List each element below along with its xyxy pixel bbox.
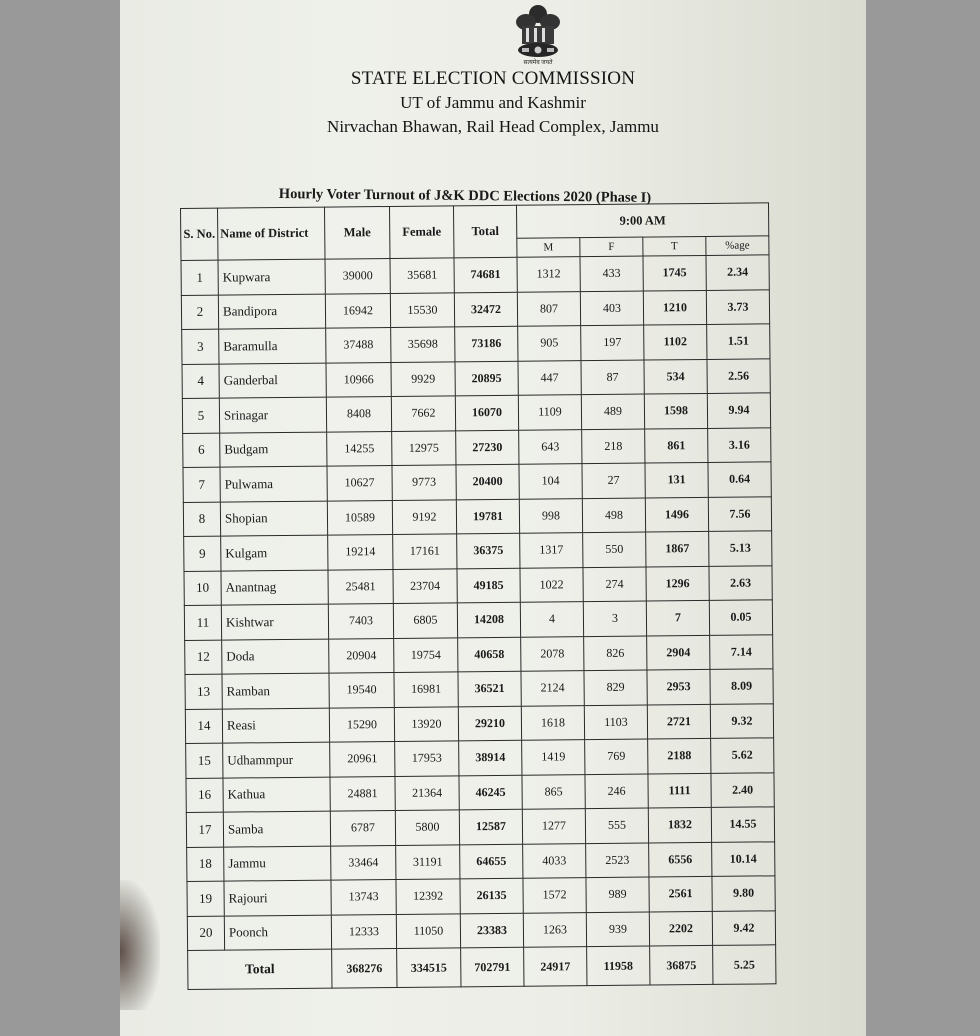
cell-female: 23704 (393, 568, 457, 603)
cell-total: 20895 (455, 361, 518, 396)
header-f: F (580, 237, 643, 257)
cell-m: 2124 (521, 671, 584, 706)
cell-total: 36521 (458, 671, 521, 706)
cell-male: 15290 (329, 707, 394, 742)
cell-t: 2721 (647, 704, 710, 739)
cell-female: 19754 (394, 637, 458, 672)
header-female (389, 206, 453, 259)
cell-m: 905 (518, 326, 581, 361)
cell-male: 12333 (331, 914, 396, 949)
cell-total: 16070 (455, 395, 518, 430)
header-time (516, 203, 768, 238)
cell-male: 16942 (325, 293, 390, 328)
cell-district: Reasi (222, 708, 329, 744)
header-time-label: 9:00 AM (619, 212, 666, 228)
cell-male: 7403 (328, 603, 393, 638)
cell-male: 13743 (331, 879, 396, 914)
cell-male: 6787 (330, 810, 395, 845)
table-total-row (188, 945, 776, 990)
table-row (185, 669, 773, 709)
organization-title: STATE ELECTION COMMISSION (350, 68, 636, 89)
table-body (181, 255, 776, 990)
cell-district: Baramulla (219, 328, 326, 364)
cell-female: 12975 (392, 430, 456, 465)
cell-district: Poonch (224, 915, 331, 951)
cell-f: 2523 (586, 843, 649, 878)
cell-male: 19214 (328, 534, 393, 569)
cell-female: 7662 (391, 396, 455, 431)
cell-pct: 2.56 (707, 358, 770, 393)
cell-male: 19540 (329, 672, 394, 707)
cell-male: 14255 (327, 431, 392, 466)
cell-f: 87 (581, 360, 644, 395)
cell-f: 555 (585, 808, 648, 843)
table-row (181, 289, 769, 329)
cell-m: 865 (522, 774, 585, 809)
cell-pct: 5.62 (711, 738, 774, 773)
cell-district: Kathua (223, 777, 330, 813)
cell-pct: 7.56 (708, 496, 771, 531)
cell-female: 11050 (396, 913, 460, 948)
cell-sno: 9 (184, 536, 221, 571)
header-district-label: Name of District (220, 225, 309, 241)
header-t: T (643, 236, 706, 256)
cell-female: 16981 (394, 672, 458, 707)
table-row (185, 634, 773, 674)
cell-sno: 4 (182, 364, 219, 399)
cell-sno: 16 (186, 778, 223, 813)
cell-total: 19781 (456, 499, 519, 534)
cell-district: Bandipora (218, 294, 325, 330)
cell-t: 1296 (646, 566, 709, 601)
cell-total: 46245 (459, 775, 522, 810)
cell-m: 4033 (523, 843, 586, 878)
cell-total: 74681 (454, 257, 517, 292)
cell-total: 20400 (456, 464, 519, 499)
cell-pct: 10.14 (712, 841, 775, 876)
cell-m: 998 (519, 498, 582, 533)
cell-male: 33464 (331, 845, 396, 880)
cell-district: Udhammpur (223, 742, 330, 778)
cell-sno: 11 (184, 605, 221, 640)
cell-male: 25481 (328, 569, 393, 604)
cell-female: 15530 (390, 292, 454, 327)
table-row (182, 324, 770, 364)
cell-female: 31191 (396, 844, 460, 879)
cell-t: 1598 (644, 393, 707, 428)
cell-m: 1618 (521, 705, 584, 740)
table-row (186, 738, 774, 778)
cell-f: 403 (580, 291, 643, 326)
cell-sno: 17 (186, 812, 223, 847)
cell-sno: 5 (182, 398, 219, 433)
cell-pct: 2.63 (709, 565, 772, 600)
cell-sno: 1 (181, 260, 218, 295)
cell-pct: 7.14 (710, 634, 773, 669)
cell-total: 38914 (459, 740, 522, 775)
cell-district: Kishtwar (221, 604, 328, 640)
cell-female: 17953 (395, 741, 459, 776)
total-t: 36875 (650, 945, 713, 985)
cell-total: 64655 (460, 844, 523, 879)
cell-pct: 2.40 (711, 772, 774, 807)
cell-f: 218 (582, 429, 645, 464)
finger-shadow (120, 880, 160, 1010)
cell-f: 989 (586, 877, 649, 912)
cell-t: 2202 (649, 911, 712, 946)
cell-f: 769 (585, 739, 648, 774)
cell-t: 1102 (644, 324, 707, 359)
cell-male: 8408 (326, 396, 391, 431)
total-m: 24917 (524, 947, 587, 987)
cell-male: 20904 (329, 638, 394, 673)
cell-total: 36375 (457, 533, 520, 568)
cell-male: 10589 (327, 500, 392, 535)
cell-sno: 2 (181, 295, 218, 330)
cell-pct: 3.16 (708, 427, 771, 462)
cell-total: 29210 (458, 706, 521, 741)
cell-male: 24881 (330, 776, 395, 811)
cell-male: 20961 (330, 741, 395, 776)
cell-total: 49185 (457, 568, 520, 603)
table-row (186, 807, 774, 847)
cell-t: 1496 (645, 497, 708, 532)
cell-sno: 8 (183, 502, 220, 537)
cell-total: 23383 (460, 913, 523, 948)
cell-m: 807 (517, 291, 580, 326)
cell-district: Doda (222, 639, 329, 675)
cell-female: 9929 (391, 361, 455, 396)
cell-pct: 9.32 (710, 703, 773, 738)
cell-f: 939 (586, 912, 649, 947)
cell-female: 9192 (392, 499, 456, 534)
cell-m: 1263 (523, 912, 586, 947)
cell-district: Ramban (222, 673, 329, 709)
cell-pct: 14.55 (711, 807, 774, 842)
turnout-table (180, 202, 776, 990)
cell-t: 1111 (648, 773, 711, 808)
cell-t: 2953 (647, 669, 710, 704)
cell-t: 131 (645, 462, 708, 497)
cell-female: 17161 (393, 534, 457, 569)
table-row (183, 427, 771, 467)
header-m: M (517, 238, 580, 258)
cell-f: 274 (583, 567, 646, 602)
cell-total: 73186 (455, 326, 518, 361)
table-row (187, 841, 775, 881)
table-row (183, 496, 771, 536)
cell-m: 1277 (522, 809, 585, 844)
table-row (187, 876, 775, 916)
cell-total: 12587 (459, 809, 522, 844)
cell-t: 534 (644, 359, 707, 394)
cell-district: Rajouri (224, 880, 331, 916)
cell-f: 489 (581, 394, 644, 429)
cell-district: Kupwara (218, 259, 325, 295)
cell-male: 37488 (326, 327, 391, 362)
cell-female: 35698 (391, 327, 455, 362)
cell-sno: 7 (183, 467, 220, 502)
cell-m: 2078 (521, 636, 584, 671)
cell-f: 1103 (584, 705, 647, 740)
cell-male: 10627 (327, 465, 392, 500)
cell-m: 1419 (522, 740, 585, 775)
header-male (324, 206, 389, 259)
cell-total: 26135 (460, 878, 523, 913)
cell-t: 1210 (643, 290, 706, 325)
total-f: 11958 (587, 946, 650, 986)
cell-f: 197 (581, 325, 644, 360)
cell-m: 1022 (520, 567, 583, 602)
cell-t: 7 (646, 600, 709, 635)
cell-t: 2188 (648, 738, 711, 773)
cell-female: 5800 (395, 810, 459, 845)
table-row (182, 358, 770, 398)
cell-m: 4 (520, 602, 583, 637)
cell-t: 6556 (649, 842, 712, 877)
table-title: Hourly Voter Turnout of J&K DDC Elections 2020 (Phase I) (278, 186, 652, 206)
cell-t: 861 (645, 428, 708, 463)
header-total-label: Total (471, 223, 499, 239)
cell-district: Samba (223, 811, 330, 847)
cell-sno: 6 (183, 433, 220, 468)
table-row (182, 393, 770, 433)
cell-district: Budgam (220, 432, 327, 468)
cell-f: 826 (584, 636, 647, 671)
cell-f: 829 (584, 670, 647, 705)
cell-total: 14208 (457, 602, 520, 637)
turnout-table-wrap (180, 202, 776, 990)
cell-pct: 5.13 (709, 531, 772, 566)
emblem-motto: सत्यमेव जयते (523, 60, 553, 66)
table-row (184, 565, 772, 605)
cell-female: 9773 (392, 465, 456, 500)
cell-f: 550 (583, 532, 646, 567)
table-row (185, 703, 773, 743)
table-row (181, 255, 769, 295)
cell-m: 1317 (520, 533, 583, 568)
cell-m: 1312 (517, 257, 580, 292)
national-emblem-icon (508, 0, 568, 66)
total-label: Total (188, 949, 332, 989)
cell-pct: 0.64 (708, 462, 771, 497)
table-row (184, 531, 772, 571)
cell-pct: 1.51 (707, 324, 770, 359)
header-sno-label: S. No. (183, 226, 216, 241)
cell-female: 21364 (395, 775, 459, 810)
cell-sno: 19 (187, 881, 224, 916)
cell-pct: 9.80 (712, 876, 775, 911)
cell-total: 32472 (454, 292, 517, 327)
header-sno (181, 208, 218, 260)
cell-sno: 3 (182, 329, 219, 364)
total-pct: 5.25 (713, 945, 776, 985)
cell-district: Shopian (220, 501, 327, 537)
cell-sno: 10 (184, 571, 221, 606)
cell-f: 3 (583, 601, 646, 636)
cell-t: 1832 (648, 807, 711, 842)
cell-male: 39000 (325, 258, 390, 293)
cell-sno: 12 (185, 640, 222, 675)
cell-total: 40658 (458, 637, 521, 672)
cell-m: 1572 (523, 878, 586, 913)
cell-t: 1745 (643, 255, 706, 290)
cell-pct: 9.94 (707, 393, 770, 428)
cell-sno: 20 (187, 916, 224, 951)
cell-pct: 0.05 (709, 600, 772, 635)
total-total: 702791 (461, 947, 524, 987)
cell-female: 12392 (396, 879, 460, 914)
cell-t: 1867 (646, 531, 709, 566)
cell-female: 6805 (393, 603, 457, 638)
cell-sno: 15 (186, 743, 223, 778)
cell-f: 498 (582, 498, 645, 533)
cell-pct: 8.09 (710, 669, 773, 704)
total-male: 368276 (332, 948, 397, 988)
cell-district: Jammu (224, 846, 331, 882)
header-district (218, 207, 325, 260)
cell-total: 27230 (456, 430, 519, 465)
cell-pct: 9.42 (712, 910, 775, 945)
cell-m: 104 (519, 464, 582, 499)
cell-male: 10966 (326, 362, 391, 397)
cell-sno: 13 (185, 674, 222, 709)
header-pct: %age (706, 236, 769, 256)
cell-female: 35681 (390, 258, 454, 293)
cell-pct: 3.73 (706, 289, 769, 324)
cell-district: Kulgam (221, 535, 328, 571)
table-row (186, 772, 774, 812)
cell-m: 1109 (518, 395, 581, 430)
cell-f: 433 (580, 256, 643, 291)
cell-district: Ganderbal (219, 363, 326, 399)
cell-district: Anantnag (221, 570, 328, 606)
organization-address: Nirvachan Bhawan, Rail Head Complex, Jammu (327, 117, 659, 136)
cell-female: 13920 (394, 706, 458, 741)
cell-m: 447 (518, 360, 581, 395)
cell-f: 246 (585, 774, 648, 809)
cell-m: 643 (519, 429, 582, 464)
header-female-label: Female (402, 224, 442, 239)
header-total (453, 205, 516, 258)
cell-district: Srinagar (219, 397, 326, 433)
cell-sno: 14 (185, 709, 222, 744)
header-male-label: Male (343, 225, 371, 240)
table-row (187, 910, 775, 950)
cell-f: 27 (582, 463, 645, 498)
organization-ut: UT of Jammu and Kashmir (400, 93, 586, 112)
cell-pct: 2.34 (706, 255, 769, 290)
cell-district: Pulwama (220, 466, 327, 502)
cell-sno: 18 (187, 847, 224, 882)
cell-t: 2904 (647, 635, 710, 670)
document-page (120, 0, 866, 1036)
total-female: 334515 (397, 948, 461, 988)
cell-t: 2561 (649, 876, 712, 911)
table-row (184, 600, 772, 640)
table-row (183, 462, 771, 502)
